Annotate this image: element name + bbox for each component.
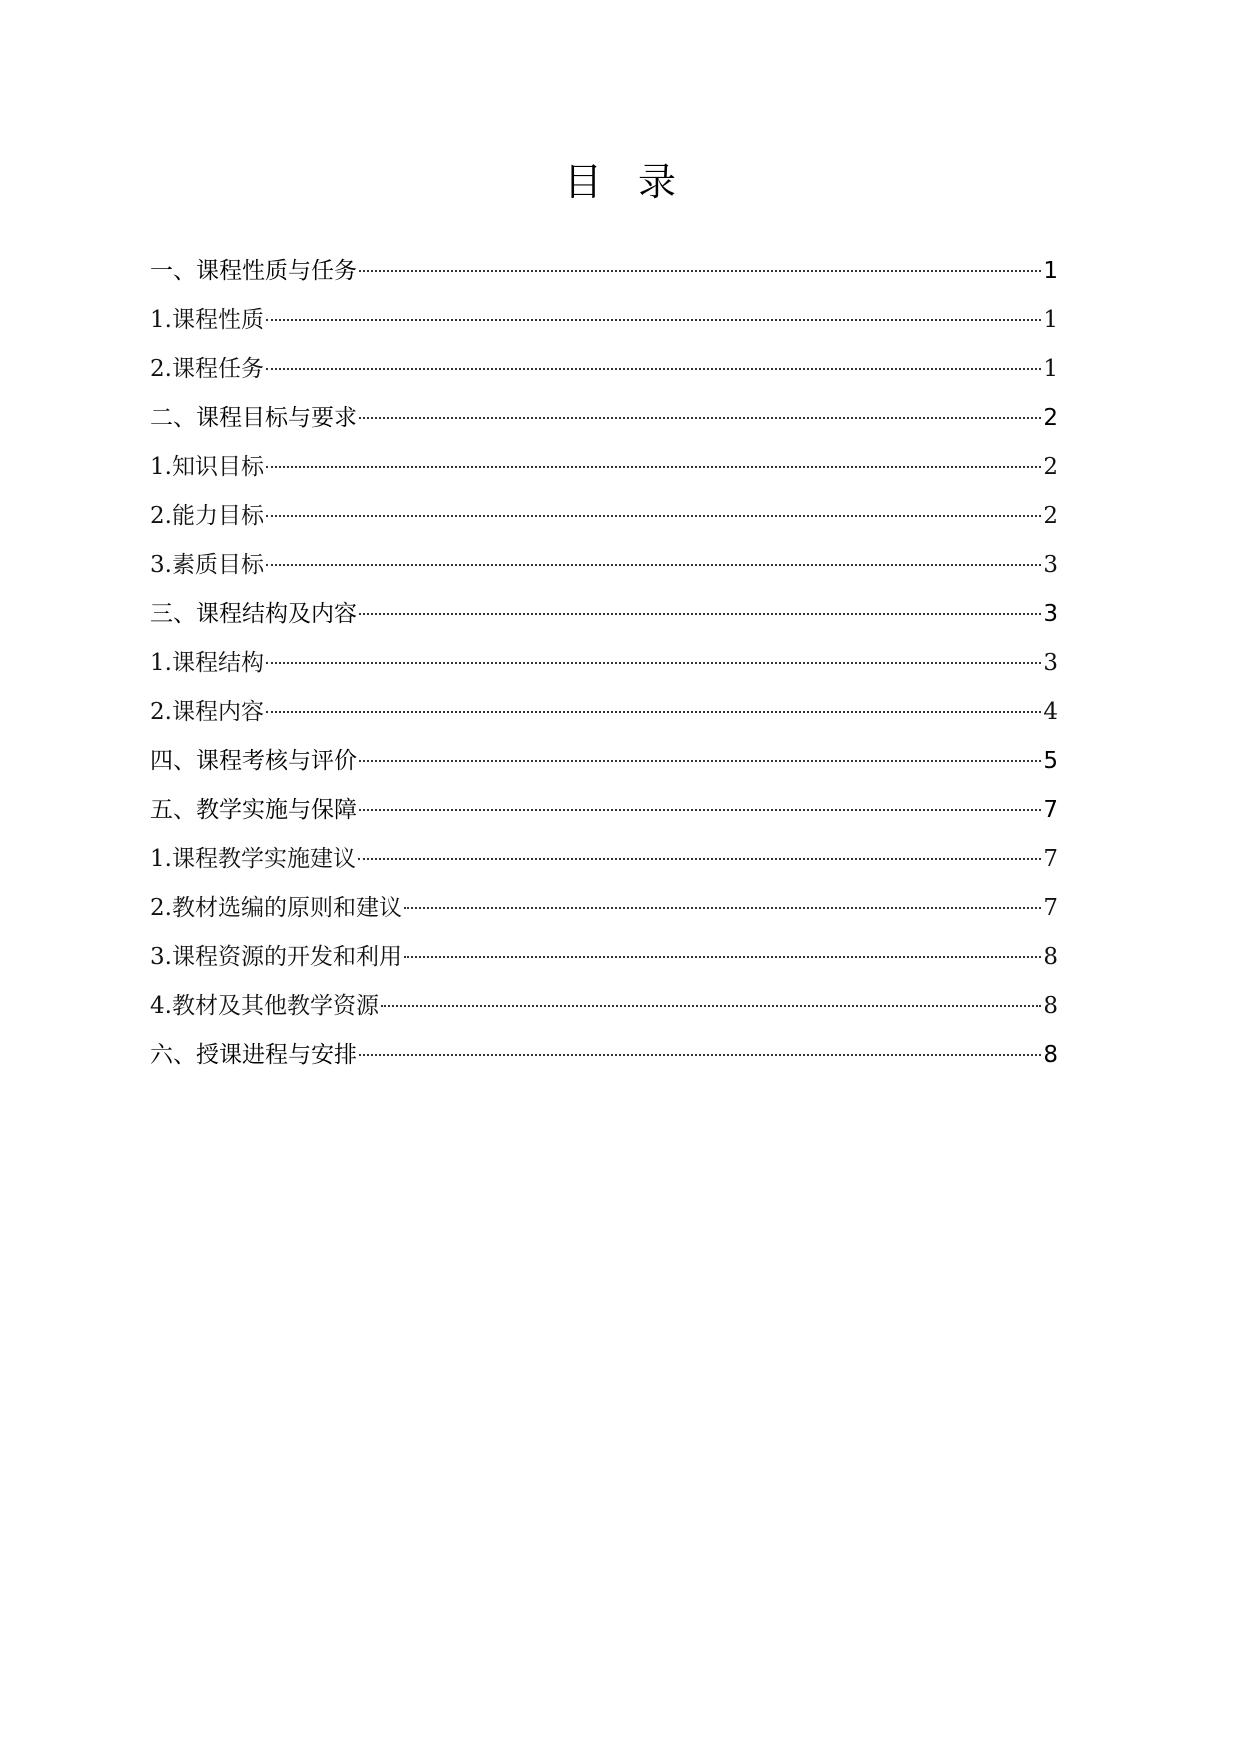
toc-entry[interactable]: [150, 643, 1058, 692]
toc-entry[interactable]: [150, 594, 1058, 643]
toc-entry[interactable]: [150, 839, 1058, 888]
toc-entry[interactable]: [150, 496, 1058, 545]
toc-entry[interactable]: [150, 937, 1058, 986]
toc-title: [0, 152, 1240, 212]
toc-entry-label: 3.课程资源的开发和利用: [150, 944, 402, 970]
toc-title-first-char: 目: [563, 160, 602, 204]
toc-dot-leader: [266, 368, 1041, 370]
toc-entry[interactable]: [150, 300, 1058, 349]
toc-page-number: 1: [1043, 307, 1058, 333]
toc-dot-leader: [266, 564, 1041, 566]
toc-entry-label: 2.课程任务: [150, 356, 264, 382]
toc-entry[interactable]: [150, 692, 1058, 741]
toc-dot-leader: [266, 319, 1041, 321]
toc-dot-leader: [359, 809, 1041, 811]
toc-dot-leader: [359, 613, 1041, 615]
toc-entry[interactable]: [150, 741, 1058, 790]
toc-page-number: 5: [1043, 748, 1058, 774]
toc-page-number: 7: [1043, 846, 1058, 872]
toc-entry[interactable]: [150, 251, 1058, 300]
toc-page-number: 7: [1043, 797, 1058, 823]
toc-dot-leader: [359, 1054, 1041, 1056]
toc-entry-label: 四、课程考核与评价: [150, 748, 357, 774]
toc-page-number: 2: [1043, 503, 1058, 529]
toc-entry[interactable]: [150, 888, 1058, 937]
toc-page-number: 3: [1043, 650, 1058, 676]
toc-entry-label: 五、教学实施与保障: [150, 797, 357, 823]
toc-entry-label: 1.课程教学实施建议: [150, 846, 356, 872]
toc-dot-leader: [266, 662, 1041, 664]
toc-page-number: 1: [1043, 258, 1058, 284]
toc-entry-label: 一、课程性质与任务: [150, 258, 357, 284]
toc-dot-leader: [358, 858, 1041, 860]
toc-page-number: 8: [1043, 944, 1058, 970]
toc-page-number: 7: [1043, 895, 1058, 921]
toc-dot-leader: [266, 466, 1041, 468]
toc-entry-label: 4.教材及其他教学资源: [150, 993, 379, 1019]
toc-dot-leader: [404, 907, 1041, 909]
toc-dot-leader: [266, 711, 1041, 713]
toc-entry-label: 1.知识目标: [150, 454, 264, 480]
toc-entry[interactable]: [150, 986, 1058, 1035]
toc-entry-label: 2.能力目标: [150, 503, 264, 529]
toc-page-number: 3: [1043, 552, 1058, 578]
toc-dot-leader: [404, 956, 1041, 958]
toc-page-number: 2: [1043, 405, 1058, 431]
toc-entry-label: 1.课程性质: [150, 307, 264, 333]
toc-dot-leader: [359, 417, 1041, 419]
toc-title-second-char: 录: [638, 160, 677, 204]
toc-dot-leader: [359, 760, 1041, 762]
toc-dot-leader: [359, 270, 1041, 272]
toc-entry-label: 六、授课进程与安排: [150, 1042, 357, 1068]
toc-entry[interactable]: [150, 1035, 1058, 1084]
toc-page-number: 8: [1043, 993, 1058, 1019]
toc-dot-leader: [266, 515, 1041, 517]
toc-entry-label: 1.课程结构: [150, 650, 264, 676]
toc-entry-label: 2.课程内容: [150, 699, 264, 725]
toc-list: [150, 251, 1058, 1084]
toc-entry[interactable]: [150, 447, 1058, 496]
toc-page-number: 8: [1043, 1042, 1058, 1068]
toc-page-number: 4: [1043, 699, 1058, 725]
toc-entry-label: 二、课程目标与要求: [150, 405, 357, 431]
toc-entry[interactable]: [150, 790, 1058, 839]
toc-page-number: 1: [1043, 356, 1058, 382]
toc-entry-label: 3.素质目标: [150, 552, 264, 578]
toc-dot-leader: [381, 1005, 1041, 1007]
toc-page-number: 2: [1043, 454, 1058, 480]
toc-entry-label: 2.教材选编的原则和建议: [150, 895, 402, 921]
toc-entry-label: 三、课程结构及内容: [150, 601, 357, 627]
toc-page-number: 3: [1043, 601, 1058, 627]
toc-entry[interactable]: [150, 545, 1058, 594]
toc-entry[interactable]: [150, 398, 1058, 447]
toc-entry[interactable]: [150, 349, 1058, 398]
